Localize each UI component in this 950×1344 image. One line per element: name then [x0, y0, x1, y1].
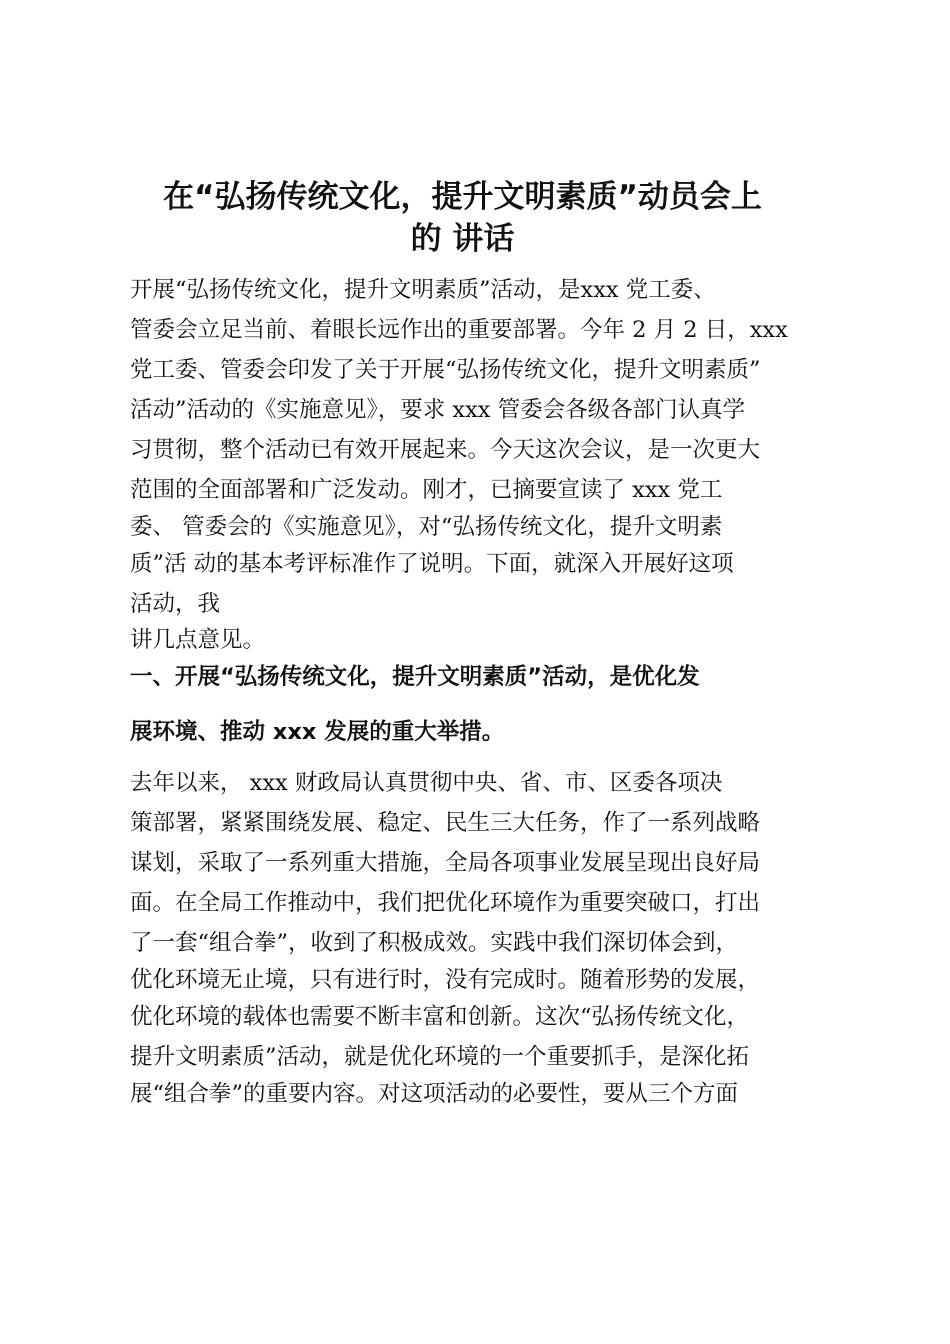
paragraph-2-line: 了一套“组合拳”，收到了积极成效。实践中我们深切体会到， [130, 930, 739, 956]
paragraph-1-line: 习贯彻，整个活动已有效开展起来。今天这次会议，是一次更大 [130, 437, 761, 463]
section-heading-line: 展环境、推动 xxx 发展的重大举措。 [130, 719, 505, 745]
paragraph-1-line: 管委会立足当前、着眼长远作出的重要部署。今年 2 月 2 日，xxx [130, 317, 788, 343]
paragraph-1-line: 质”活 动的基本考评标准作了说明。下面，就深入开展好这项 [130, 551, 734, 577]
paragraph-2-line: 优化环境的载体也需要不断丰富和创新。这次“弘扬传统文化， [130, 1004, 750, 1030]
paragraph-2-line: 展“组合拳”的重要内容。对这项活动的必要性，要从三个方面 [130, 1081, 739, 1107]
paragraph-2-line: 优化环境无止境，只有进行时，没有完成时。随着形势的发展， [130, 967, 761, 993]
paragraph-2-line: 提升文明素质”活动，就是优化环境的一个重要抓手，是深化拓 [130, 1044, 750, 1070]
paragraph-2-line: 谋划，采取了一系列重大措施，全局各项事业发展呈现出良好局 [130, 850, 761, 876]
document-title-line-2: 的 讲话 [410, 221, 515, 257]
paragraph-1-line: 讲几点意见。 [130, 627, 266, 653]
paragraph-2-line: 去年以来， xxx 财政局认真贯彻中央、省、市、区委各项决 [130, 770, 723, 796]
paragraph-1-line: 范围的全面部署和广泛发动。刚才，已摘要宣读了 xxx 党工 [130, 477, 723, 503]
document-title-line-1: 在“弘扬传统文化，提升文明素质”动员会上 [163, 179, 762, 215]
paragraph-1-line: 委、 管委会的《实施意见》，对“弘扬传统文化，提升文明素 [130, 514, 723, 540]
paragraph-1-line: 活动，我 [130, 591, 221, 617]
paragraph-2-line: 面。在全局工作推动中，我们把优化环境作为重要突破口，打出 [130, 890, 761, 916]
section-heading-line: 一、开展“弘扬传统文化，提升文明素质”活动，是优化发 [130, 664, 700, 690]
paragraph-2-line: 策部署，紧紧围绕发展、稳定、民生三大任务，作了一系列战略 [130, 810, 761, 836]
paragraph-1-line: 开展“弘扬传统文化，提升文明素质”活动，是xxx 党工委、 [130, 277, 716, 303]
paragraph-1-line: 党工委、管委会印发了关于开展“弘扬传统文化，提升文明素质” [130, 357, 761, 383]
paragraph-1-line: 活动”活动的《实施意见》，要求 xxx 管委会各级各部门认真学 [130, 397, 746, 423]
